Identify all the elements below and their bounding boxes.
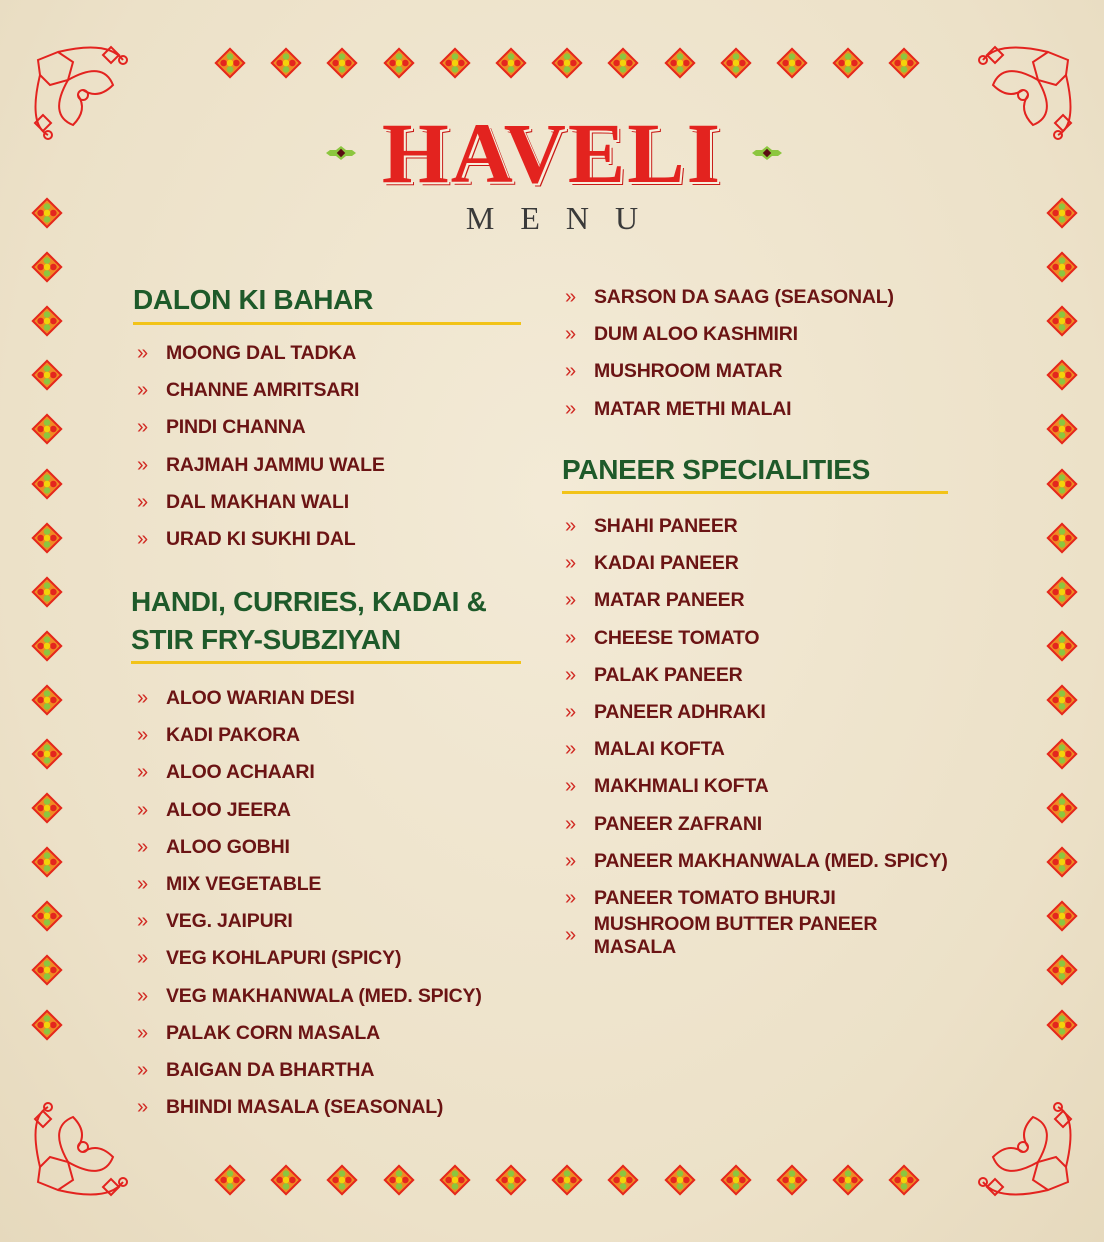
menu-item	[137, 866, 521, 903]
menu-item-name: PANEER MAKHANWALA (MED. SPICY)	[594, 849, 948, 872]
menu-item-name: MATAR PANEER	[594, 589, 745, 612]
section-heading-line2: STIR FRY-SUBZIYAN	[131, 624, 401, 655]
chevron-double-right-icon: »	[565, 323, 576, 346]
chevron-double-right-icon: »	[565, 701, 576, 724]
diamond-ornament-icon	[439, 47, 470, 78]
diamond-ornament-icon	[552, 1164, 583, 1195]
chevron-double-right-icon: »	[565, 286, 576, 309]
diamond-ornament-icon	[889, 47, 920, 78]
menu-item	[137, 792, 521, 829]
diamond-ornament-icon	[31, 360, 62, 391]
diamond-ornament-icon	[327, 1164, 358, 1195]
diamond-ornament-icon	[31, 630, 62, 661]
section-heading-line1: HANDI, CURRIES, KADAI &	[131, 586, 487, 617]
menu-item-name: ALOO JEERA	[166, 798, 291, 821]
diamond-ornament-icon	[1046, 630, 1077, 661]
diamond-ornament-icon	[776, 47, 807, 78]
chevron-double-right-icon: »	[137, 687, 148, 710]
menu-item-name: MUSHROOM BUTTER PANEER MASALA	[593, 912, 878, 958]
diamond-ornament-icon	[31, 306, 62, 337]
chevron-double-right-icon: »	[137, 379, 148, 402]
menu-item	[137, 940, 521, 977]
menu-subtitle: MENU	[465, 200, 665, 236]
menu-item-name: VEG. JAIPURI	[166, 910, 293, 933]
diamond-ornament-icon	[31, 738, 62, 769]
menu-item-name: VEG MAKHANWALA (MED. SPICY)	[166, 984, 482, 1007]
menu-item	[137, 409, 521, 446]
chevron-double-right-icon: »	[565, 775, 576, 798]
corner-flourish-icon	[28, 1082, 148, 1202]
chevron-double-right-icon: »	[565, 515, 576, 538]
diamond-ornament-icon	[1046, 360, 1077, 391]
heading-underline	[562, 491, 948, 494]
diamond-ornament-icon	[776, 1164, 807, 1195]
diamond-ornament-icon	[31, 847, 62, 878]
menu-item-name: SARSON DA SAAG (SEASONAL)	[594, 286, 894, 309]
menu-item	[137, 1089, 521, 1126]
diamond-ornament-icon	[833, 47, 864, 78]
chevron-double-right-icon: »	[137, 490, 148, 513]
restaurant-title: HAVELI	[381, 105, 723, 201]
diamond-ornament-icon	[31, 252, 62, 283]
diamond-ornament-icon	[664, 47, 695, 78]
menu-item-name: CHEESE TOMATO	[594, 626, 760, 649]
diamond-ornament-icon	[889, 1164, 920, 1195]
menu-item	[137, 978, 521, 1015]
diamond-ornament-icon	[271, 47, 302, 78]
diamond-ornament-icon	[1046, 847, 1077, 878]
diamond-ornament-icon	[1046, 252, 1077, 283]
diamond-ornament-icon	[31, 414, 62, 445]
chevron-double-right-icon: »	[137, 1021, 148, 1044]
chevron-double-right-icon: »	[565, 738, 576, 761]
menu-item-name: PALAK CORN MASALA	[166, 1021, 380, 1044]
diamond-ornament-icon	[383, 1164, 414, 1195]
diamond-ornament-icon	[1046, 793, 1077, 824]
chevron-double-right-icon: »	[137, 724, 148, 747]
chevron-double-right-icon: »	[565, 663, 576, 686]
chevron-double-right-icon: »	[137, 835, 148, 858]
menu-item-name: SHAHI PANEER	[594, 515, 738, 538]
menu-item-name: MALAI KOFTA	[594, 738, 725, 761]
menu-item-name: ALOO GOBHI	[166, 835, 290, 858]
menu-item	[565, 391, 965, 428]
chevron-double-right-icon: »	[565, 812, 576, 835]
menu-item-name: BHINDI MASALA (SEASONAL)	[166, 1096, 444, 1119]
section-handi-curries	[131, 583, 521, 1126]
menu-item	[137, 484, 521, 521]
menu-item-name: DUM ALOO KASHMIRI	[594, 323, 798, 346]
menu-item	[565, 843, 962, 880]
menu-item	[565, 768, 962, 805]
diamond-ornament-icon	[1046, 1009, 1077, 1040]
diamond-ornament-icon	[720, 1164, 751, 1195]
menu-list	[565, 508, 962, 958]
menu-item	[137, 1015, 521, 1052]
section-paneer-specialities	[562, 451, 962, 958]
menu-list	[137, 680, 521, 1126]
menu-item-name: MOONG DAL TADKA	[166, 342, 357, 365]
menu-item-name: PALAK PANEER	[594, 663, 743, 686]
diamond-ornament-icon	[31, 576, 62, 607]
diamond-ornament-icon	[720, 47, 751, 78]
diamond-ornament-icon	[495, 1164, 526, 1195]
diamond-ornament-icon	[31, 955, 62, 986]
section-handi-continued	[565, 279, 965, 428]
diamond-ornament-icon	[495, 47, 526, 78]
menu-item	[565, 508, 962, 545]
diamond-ornament-icon	[271, 1164, 302, 1195]
menu-item-name: MATAR METHI MALAI	[594, 397, 792, 420]
menu-item	[137, 1052, 521, 1089]
diamond-ornament-icon	[1046, 738, 1077, 769]
diamond-ornament-icon	[608, 1164, 639, 1195]
menu-item-name: URAD KI SUKHI DAL	[166, 528, 356, 551]
menu-item	[565, 582, 962, 619]
chevron-double-right-icon: »	[137, 984, 148, 1007]
diamond-ornament-icon	[1046, 306, 1077, 337]
diamond-ornament-icon	[1046, 468, 1077, 499]
menu-item-name: MIX VEGETABLE	[166, 873, 322, 896]
menu-item	[137, 717, 521, 754]
menu-item	[137, 754, 521, 791]
diamond-ornament-icon	[383, 47, 414, 78]
menu-item	[565, 316, 965, 353]
chevron-double-right-icon: »	[565, 886, 576, 909]
menu-item	[137, 521, 521, 558]
menu-item	[565, 880, 962, 917]
diamond-ornament-icon	[1046, 576, 1077, 607]
menu-item-name: MAKHMALI KOFTA	[594, 775, 769, 798]
menu-item	[565, 620, 962, 657]
diamond-ornament-icon	[31, 901, 62, 932]
diamond-ornament-icon	[1046, 901, 1077, 932]
menu-item	[565, 731, 962, 768]
menu-item-name: ALOO ACHAARI	[166, 761, 315, 784]
diamond-ornament-icon	[552, 47, 583, 78]
diamond-ornament-icon	[214, 47, 245, 78]
diamond-ornament-icon	[31, 684, 62, 715]
menu-item-name: VEG KOHLAPURI (SPICY)	[166, 947, 402, 970]
chevron-double-right-icon: »	[137, 910, 148, 933]
diamond-ornament-icon	[1046, 522, 1077, 553]
chevron-double-right-icon: »	[137, 416, 148, 439]
diamond-ornament-icon	[31, 522, 62, 553]
menu-item	[565, 545, 962, 582]
menu-item-name: DAL MAKHAN WALI	[166, 490, 349, 513]
menu-item-name: PANEER ADHRAKI	[594, 701, 766, 724]
menu-item-name: BAIGAN DA BHARTHA	[166, 1058, 375, 1081]
menu-item-name: CHANNE AMRITSARI	[166, 379, 360, 402]
chevron-double-right-icon: »	[565, 924, 576, 947]
menu-item	[565, 353, 965, 390]
menu-item	[565, 694, 962, 731]
chevron-double-right-icon: »	[137, 798, 148, 821]
diamond-ornament-icon	[1046, 414, 1077, 445]
chevron-double-right-icon: »	[137, 342, 148, 365]
chevron-double-right-icon: »	[137, 947, 148, 970]
corner-flourish-icon	[958, 1082, 1078, 1202]
diamond-ornament-icon	[1046, 955, 1077, 986]
menu-item	[137, 680, 521, 717]
chevron-double-right-icon: »	[565, 360, 576, 383]
menu-item	[565, 912, 962, 958]
menu-list	[137, 335, 521, 558]
heading-underline	[133, 322, 521, 325]
diamond-ornament-icon	[31, 1009, 62, 1040]
diamond-ornament-icon	[327, 47, 358, 78]
diamond-ornament-icon	[439, 1164, 470, 1195]
menu-item	[565, 657, 962, 694]
chevron-double-right-icon: »	[137, 1058, 148, 1081]
menu-item	[137, 903, 521, 940]
menu-item	[137, 335, 521, 372]
chevron-double-right-icon: »	[137, 1096, 148, 1119]
menu-item-name: PINDI CHANNA	[166, 416, 306, 439]
menu-list	[565, 279, 965, 428]
menu-item-name: PANEER TOMATO BHURJI	[594, 886, 836, 909]
menu-item	[565, 806, 962, 843]
menu-item-name: RAJMAH JAMMU WALE	[166, 453, 385, 476]
chevron-double-right-icon: »	[565, 849, 576, 872]
chevron-double-right-icon: »	[137, 761, 148, 784]
chevron-double-right-icon: »	[565, 626, 576, 649]
menu-item	[565, 279, 965, 316]
section-dalon-ki-bahar	[133, 281, 521, 558]
menu-item	[137, 447, 521, 484]
chevron-double-right-icon: »	[137, 453, 148, 476]
menu-item-name: KADAI PANEER	[594, 552, 739, 575]
heading-underline	[131, 661, 521, 664]
chevron-double-right-icon: »	[565, 589, 576, 612]
chevron-double-right-icon: »	[565, 552, 576, 575]
chevron-double-right-icon: »	[137, 873, 148, 896]
menu-item-name: ALOO WARIAN DESI	[166, 687, 355, 710]
section-heading: PANEER SPECIALITIES	[562, 454, 871, 485]
chevron-double-right-icon: »	[565, 397, 576, 420]
diamond-ornament-icon	[31, 793, 62, 824]
section-heading: DALON KI BAHAR	[133, 284, 374, 315]
menu-item	[137, 372, 521, 409]
menu-item	[137, 829, 521, 866]
diamond-ornament-icon	[608, 47, 639, 78]
menu-item-name: MUSHROOM MATAR	[594, 360, 783, 383]
diamond-ornament-icon	[31, 468, 62, 499]
diamond-ornament-icon	[833, 1164, 864, 1195]
diamond-ornament-icon	[214, 1164, 245, 1195]
chevron-double-right-icon: »	[137, 528, 148, 551]
diamond-ornament-icon	[1046, 684, 1077, 715]
menu-item-name: PANEER ZAFRANI	[594, 812, 763, 835]
menu-item-name: KADI PAKORA	[166, 724, 300, 747]
diamond-ornament-icon	[664, 1164, 695, 1195]
